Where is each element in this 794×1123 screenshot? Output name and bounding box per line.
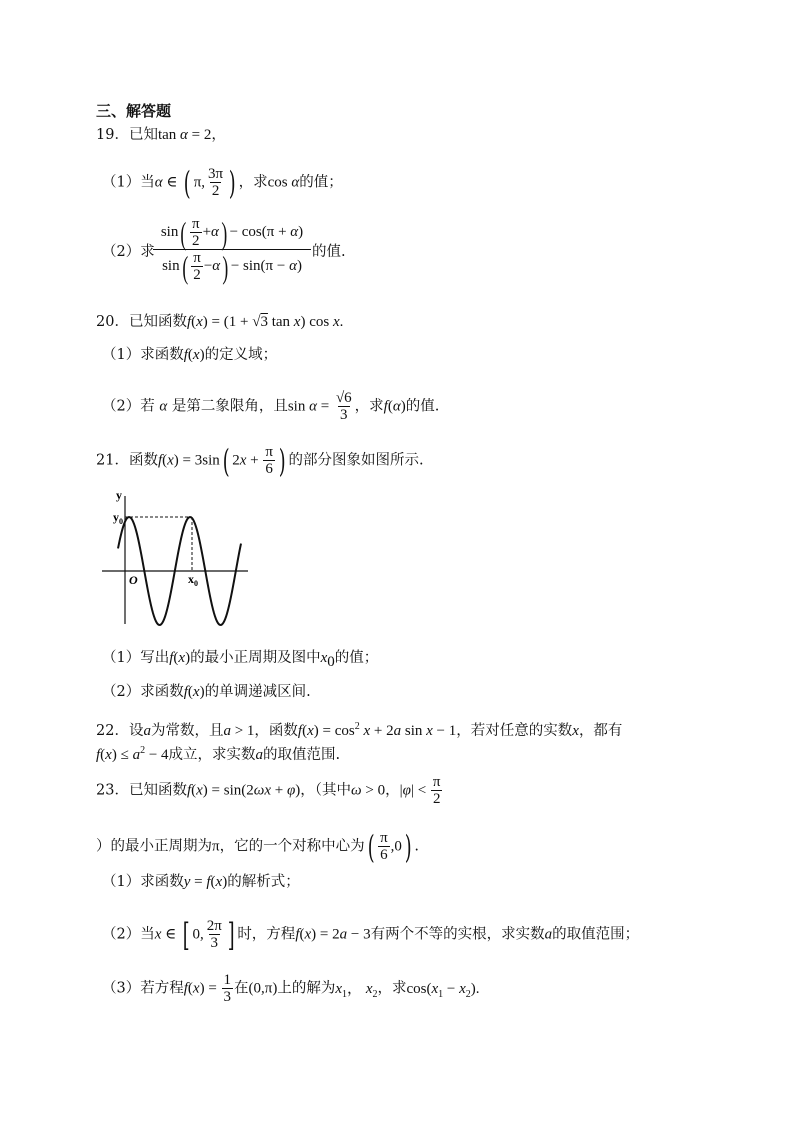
q19-frac-3pi-2: $\frac{3\pi}{2}$	[208, 166, 224, 199]
q20-stem: 20．已知函数f(x) = (1 + √3 tan x) cos x.	[96, 314, 344, 330]
q19-part1: （1）当α ∈ ( π, $\frac{3\pi}{2}$ ) ，求cos α的值；	[102, 163, 343, 202]
origin-label: O	[129, 573, 138, 587]
q20-frac-sqrt6-3: $\frac{√6}{3}$	[335, 390, 352, 423]
q21-sine-graph	[98, 486, 250, 626]
q19-part2-end: 的值.	[312, 244, 346, 260]
x0-label: $x_0$	[188, 572, 198, 588]
q22-line2: $f(x) \le a^2 - 4$成立，求实数a的取值范围.	[96, 745, 341, 763]
q22-line1: 22．设a为常数，且a > 1，函数$f(x) = \cos^2 x + 2a$ sin x − 1，若对任意的实数x，都有	[96, 721, 623, 739]
q19-part2-label: （2）求	[102, 244, 155, 260]
q23-part3: （3）若方程f(x) = $\frac{1}{3}$ 在(0,π)上的解为$x_1$， $x_2$，求$\cos(x_1 - x_2)$.	[102, 972, 480, 1005]
y0-label: $y_0$	[113, 510, 123, 526]
q20-part1: （1）求函数f(x)的定义域；	[102, 347, 278, 363]
q21-part2: （2）求函数f(x)的单调递减区间.	[102, 684, 311, 700]
q23-part2: （2）当x ∈ [ 0, $\frac{2\pi}{3}$ ] 时，方程f(x) = 2a − 3有两个不等的实根，求实数a的取值范围；	[102, 915, 640, 954]
q21-stem: 21．函数f(x) = 3sin( 2x + $\frac{\pi}{6}$ ) 的部分图象如图所示.	[96, 441, 424, 480]
q19-stem: 19．已知tan α = 2，	[96, 127, 226, 143]
y-axis-label: y	[116, 488, 122, 502]
section-title: 三、解答题	[96, 102, 172, 120]
q21-part1: （1）写出f(x)的最小正周期及图中$x_0$的值；	[102, 650, 379, 670]
q19-numerator: sin( $\frac{\pi}{2}$ +α) − cos(π + α)	[160, 214, 304, 251]
q23-stem: 23．已知函数f(x) = sin(2ωx + φ)，（其中ω > 0，|φ| < $\frac{\pi}{2}$	[96, 774, 441, 807]
q23-part1: （1）求函数y = f(x)的解析式；	[102, 874, 300, 890]
q20-part2: （2）若 α 是第二象限角，且sin α = $\frac{√6}{3}$ ，求f(α)的值.	[102, 390, 440, 423]
q19-denominator: sin( $\frac{\pi}{2}$ −α) − sin(π − α)	[153, 249, 311, 283]
q23-line2: ）的最小正周期为π，它的一个对称中心为( $\frac{\pi}{6}$ ,0) .	[96, 827, 419, 866]
q19-big-fraction	[153, 216, 311, 283]
